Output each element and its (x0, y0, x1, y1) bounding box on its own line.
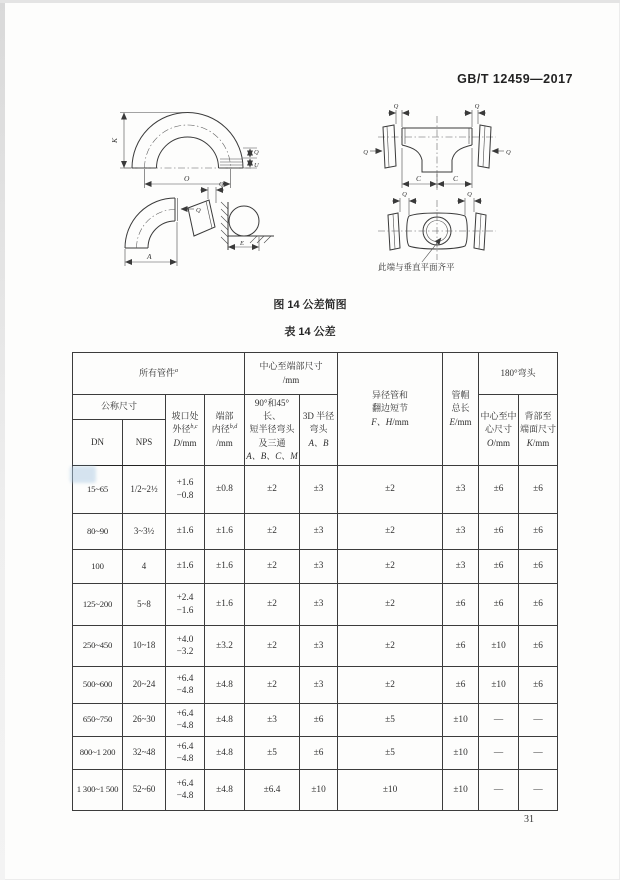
cell-o: ±10 (479, 667, 519, 704)
cell-e: ±6 (443, 667, 479, 704)
cell-d: +4.0 −3.2 (166, 626, 205, 667)
table-row (73, 770, 558, 811)
cell-ab: ±10 (300, 770, 338, 811)
cell-d: +6.4 −4.8 (166, 770, 205, 811)
cell-k: ±6 (519, 514, 558, 550)
cell-dn: 250~450 (73, 626, 123, 667)
table-row (73, 466, 558, 514)
cell-dn: 650~750 (73, 704, 123, 737)
cell-e: ±10 (443, 737, 479, 770)
cell-o: ±10 (479, 626, 519, 667)
col-elbow-3d: 3D 半径 弯头 A、B (300, 395, 338, 466)
cell-k: ±6 (519, 626, 558, 667)
cell-e: ±6 (443, 584, 479, 626)
cell-ab: ±3 (300, 584, 338, 626)
cell-abcm: ±2 (245, 466, 300, 514)
cell-d: +2.4 −1.6 (166, 584, 205, 626)
col-group-center-to-end: 中心至端部尺寸 /mm (245, 353, 338, 395)
cell-d: ±1.6 (166, 514, 205, 550)
cell-e: ±3 (443, 514, 479, 550)
cell-id: ±4.8 (205, 704, 245, 737)
cell-k: — (519, 770, 558, 811)
scan-edge-left (0, 0, 5, 880)
cell-abcm: ±2 (245, 626, 300, 667)
cell-d: +6.4 −4.8 (166, 704, 205, 737)
cell-o: ±6 (479, 550, 519, 584)
col-end-id: 端部 内径$^{b,d}$ /mm (205, 395, 245, 466)
col-back-to-face: 背部至 端面尺寸 K/mm (519, 395, 558, 466)
cell-abcm: ±2 (245, 550, 300, 584)
cell-k: ±6 (519, 550, 558, 584)
dim-label-o: O (184, 174, 190, 183)
table-row (73, 667, 558, 704)
cell-fh: ±2 (338, 667, 443, 704)
col-group-nominal-size: 公称尺寸 (73, 395, 166, 420)
dim-label-q-45: Q (219, 181, 224, 188)
dim-label-q-elbow: Q (196, 207, 201, 214)
col-group-180-bend: 180°弯头 (479, 353, 558, 395)
dim-label-q-outlet-left: Q (402, 191, 407, 198)
col-nps: NPS (123, 420, 166, 466)
dim-label-k: K (110, 137, 119, 143)
cell-k: ±6 (519, 584, 558, 626)
watermark-artifact (70, 466, 96, 483)
dim-label-e: E (240, 240, 244, 247)
cell-id: ±0.8 (205, 466, 245, 514)
table-row (73, 704, 558, 737)
cell-dn: 100 (73, 550, 123, 584)
cell-abcm: ±2 (245, 514, 300, 550)
cell-d: +1.6 −0.8 (166, 466, 205, 514)
cell-d: +6.4 −4.8 (166, 667, 205, 704)
table-row (73, 626, 558, 667)
cell-d: ±1.6 (166, 550, 205, 584)
table-row (73, 584, 558, 626)
cell-o: — (479, 737, 519, 770)
cell-nps: 4 (123, 550, 166, 584)
cell-dn: 15~65 (73, 466, 123, 514)
dim-label-q-tee-left: Q (393, 103, 399, 110)
col-dn: DN (73, 420, 123, 466)
tolerance-figure (60, 96, 565, 292)
col-reducers-stub-ends: 异径管和 翻边短节 F、H/mm (338, 353, 443, 466)
standard-number: GB/T 12459—2017 (457, 72, 573, 86)
col-elbow-90-45-tee: 90°和45°长、 短半径弯头 及三通 A、B、C、M (245, 395, 300, 466)
cell-nps: 5~8 (123, 584, 166, 626)
cell-ab: ±3 (300, 550, 338, 584)
cell-id: ±4.8 (205, 667, 245, 704)
table-caption: 表 14 公差 (284, 326, 336, 338)
dim-label-a: A (147, 252, 152, 261)
cell-id: ±3.2 (205, 626, 245, 667)
col-cap-length: 管帽 总长 E/mm (443, 353, 479, 466)
table-body (73, 466, 558, 811)
cell-dn: 125~200 (73, 584, 123, 626)
cell-nps: 26~30 (123, 704, 166, 737)
cell-id: ±1.6 (205, 514, 245, 550)
cell-fh: ±2 (338, 584, 443, 626)
cell-e: ±6 (443, 626, 479, 667)
cell-fh: ±2 (338, 514, 443, 550)
cell-ab: ±3 (300, 667, 338, 704)
dim-label-c-left: C (416, 174, 422, 183)
cell-fh: ±5 (338, 704, 443, 737)
cell-fh: ±2 (338, 626, 443, 667)
figure-caption: 图 14 公差简图 (273, 299, 347, 311)
scan-edge-top (0, 0, 620, 3)
cell-k: — (519, 704, 558, 737)
cell-k: ±6 (519, 667, 558, 704)
cell-nps: 20~24 (123, 667, 166, 704)
cell-ab: ±3 (300, 514, 338, 550)
cell-ab: ±3 (300, 626, 338, 667)
cell-e: ±10 (443, 770, 479, 811)
cell-nps: 10~18 (123, 626, 166, 667)
tolerance-table (72, 352, 558, 811)
cell-ab: ±6 (300, 737, 338, 770)
cell-id: ±1.6 (205, 550, 245, 584)
cell-id: ±1.6 (205, 584, 245, 626)
cell-nps: 32~48 (123, 737, 166, 770)
cell-nps: 52~60 (123, 770, 166, 811)
cell-dn: 80~90 (73, 514, 123, 550)
table-row (73, 550, 558, 584)
cell-fh: ±10 (338, 770, 443, 811)
cell-fh: ±5 (338, 737, 443, 770)
cell-e: ±3 (443, 550, 479, 584)
page-number: 31 (524, 814, 534, 825)
cell-nps: 1/2~2½ (123, 466, 166, 514)
cell-abcm: ±6.4 (245, 770, 300, 811)
cell-o: ±6 (479, 514, 519, 550)
col-group-all-fittings: 所有管件$^a$ (73, 353, 245, 395)
cell-dn: 800~1 200 (73, 737, 123, 770)
cell-e: ±10 (443, 704, 479, 737)
cell-o: ±6 (479, 466, 519, 514)
cell-id: ±4.8 (205, 737, 245, 770)
cell-fh: ±2 (338, 466, 443, 514)
table-row (73, 737, 558, 770)
cell-fh: ±2 (338, 550, 443, 584)
cell-abcm: ±2 (245, 584, 300, 626)
cell-k: — (519, 737, 558, 770)
cell-k: ±6 (519, 466, 558, 514)
cell-ab: ±3 (300, 466, 338, 514)
cell-id: ±4.8 (205, 770, 245, 811)
cell-ab: ±6 (300, 704, 338, 737)
cell-nps: 3~3½ (123, 514, 166, 550)
col-center-to-center: 中心至中 心尺寸 O/mm (479, 395, 519, 466)
cell-dn: 500~600 (73, 667, 123, 704)
cell-o: — (479, 704, 519, 737)
table-row (73, 514, 558, 550)
dim-label-q-tee-side-left: Q (363, 149, 368, 156)
cell-dn: 1 300~1 500 (73, 770, 123, 811)
cell-o: ±6 (479, 584, 519, 626)
dim-label-q-tee-side-right: Q (506, 149, 511, 156)
cell-d: +6.4 −4.8 (166, 737, 205, 770)
dim-label-q-tee-right: Q (474, 103, 480, 110)
cell-abcm: ±3 (245, 704, 300, 737)
cell-o: — (479, 770, 519, 811)
figure-note: 此端与垂直平面齐平 (378, 262, 455, 272)
col-bevel-od: 坡口处 外径$^{b,c}$ D/mm (166, 395, 205, 466)
dim-label-q-outlet-right: Q (467, 191, 472, 198)
cell-abcm: ±2 (245, 667, 300, 704)
dim-label-u-bend: U (254, 162, 259, 169)
dim-label-c-right: C (453, 174, 459, 183)
cell-e: ±3 (443, 466, 479, 514)
cell-abcm: ±5 (245, 737, 300, 770)
tolerance-figure-svg (60, 96, 565, 292)
dim-label-q-bend: Q (254, 149, 259, 156)
